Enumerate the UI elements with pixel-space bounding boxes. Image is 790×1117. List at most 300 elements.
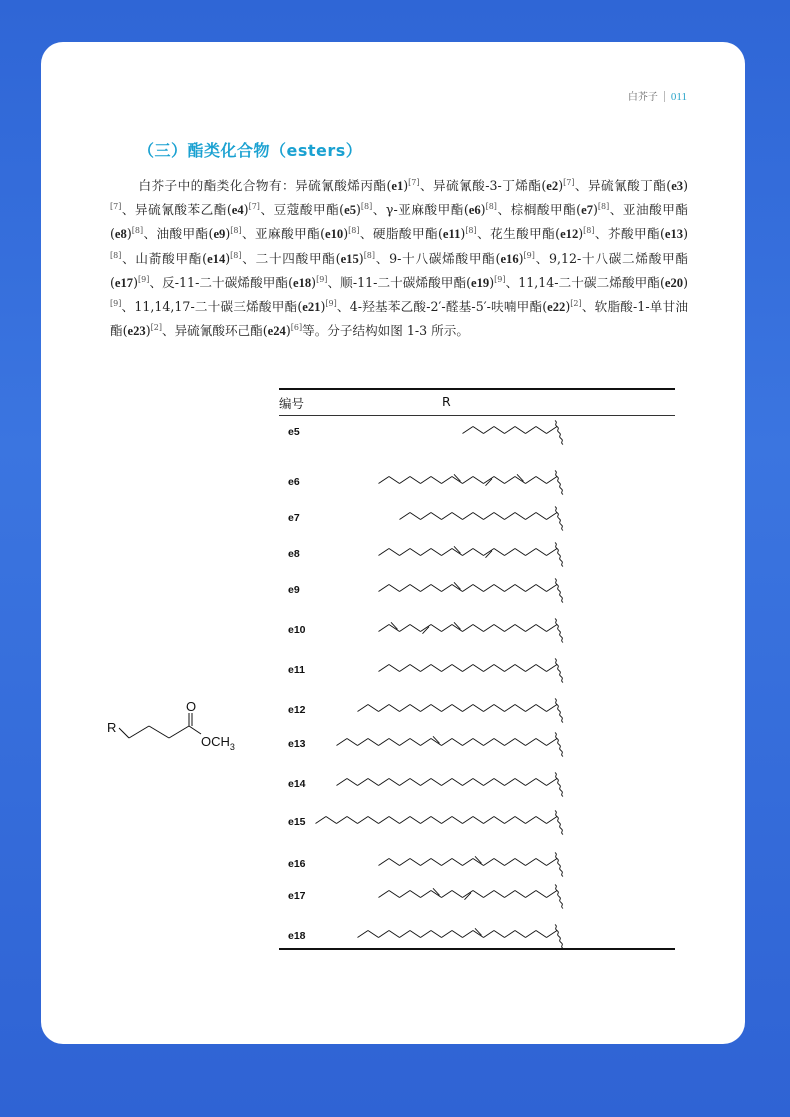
- chain-bond: [463, 585, 474, 592]
- alkyl-chain-e17: [329, 881, 579, 911]
- chain-bond: [431, 779, 442, 786]
- chain-bond: [473, 817, 484, 824]
- text-run: 、异硫氰酸苯乙酯(: [121, 202, 232, 218]
- chain-bond: [442, 549, 453, 556]
- chain-bond: [515, 549, 526, 556]
- text-run: ): [320, 299, 326, 315]
- chain-bond: [505, 891, 516, 898]
- chain-bond: [505, 859, 516, 866]
- chain-bond: [515, 739, 526, 746]
- row-id: e17: [288, 890, 306, 902]
- chain-bond: [515, 817, 526, 824]
- chain-bond: [526, 891, 537, 898]
- attachment-wavy-bond: [555, 421, 563, 445]
- chain-bond: [389, 665, 400, 672]
- chain-bond: [526, 513, 537, 520]
- text-run: 、4-羟基苯乙酸-2′-醛基-5′-呋喃甲酯(: [336, 299, 548, 315]
- chain-bond: [379, 477, 390, 484]
- chain-bond: [400, 513, 411, 520]
- chain-bond: [526, 665, 537, 672]
- compound-id: e14: [207, 251, 226, 266]
- chain-bond: [389, 705, 400, 712]
- chain-bond: [484, 891, 495, 898]
- chain-bond: [515, 931, 526, 938]
- chain-bond: [547, 427, 558, 434]
- text-run: 、9,12-十八碳二烯酸甲酯(: [110, 250, 689, 290]
- text-run: ): [225, 226, 231, 242]
- attachment-wavy-bond: [555, 699, 563, 723]
- chain-bond: [368, 705, 379, 712]
- table-header-r: R: [442, 394, 451, 409]
- compound-id: e13: [664, 227, 684, 242]
- chain-bond: [463, 427, 474, 434]
- chain-bond: [547, 859, 558, 866]
- chain-bond: [494, 477, 505, 484]
- row-id: e16: [288, 858, 306, 870]
- text-run: ): [225, 250, 231, 266]
- chain-bond: [494, 665, 505, 672]
- attachment-wavy-bond: [555, 471, 563, 495]
- chain-bond: [536, 427, 547, 434]
- chain-bond: [431, 817, 442, 824]
- chain-bond: [515, 779, 526, 786]
- chain-bond: [494, 549, 505, 556]
- chain-bond: [379, 739, 390, 746]
- compound-id: e6: [468, 203, 481, 218]
- chain-bond: [494, 931, 505, 938]
- chain-bond: [536, 817, 547, 824]
- citation-ref: [8]: [485, 202, 497, 212]
- chain-bond: [452, 739, 463, 746]
- attachment-wavy-bond: [555, 579, 563, 603]
- text-run: 、异硫氰酸环己酯(: [161, 323, 268, 339]
- chain-bond: [421, 549, 432, 556]
- text-run: 、异硫氰酸丁酯(: [574, 178, 672, 193]
- compound-id: e5: [344, 203, 356, 218]
- chain-bond: [484, 817, 495, 824]
- chain-bond: [547, 891, 558, 898]
- chain-bond: [379, 705, 390, 712]
- chain-bond: [473, 549, 484, 556]
- attachment-wavy-bond: [555, 811, 563, 835]
- chain-bond: [379, 817, 390, 824]
- chain-bond: [505, 817, 516, 824]
- chain-bond: [400, 859, 411, 866]
- chain-bond: [494, 779, 505, 786]
- chain-bond: [410, 549, 421, 556]
- chain-bond: [473, 705, 484, 712]
- carbonyl-oxygen: O: [186, 700, 197, 714]
- chain-bond: [473, 739, 484, 746]
- chain-bond: [442, 931, 453, 938]
- chain-bond: [379, 625, 390, 632]
- text-run: ): [243, 202, 249, 218]
- chain-bond: [421, 705, 432, 712]
- chain-bond: [505, 585, 516, 592]
- row-id: e12: [288, 704, 306, 716]
- row-id: e10: [288, 624, 306, 636]
- chain-bond: [421, 513, 432, 520]
- text-run: ): [593, 202, 598, 218]
- section-title: （三）酯类化合物（esters）: [138, 141, 363, 160]
- alkyl-chain-e15: [329, 807, 579, 837]
- chain-bond: [547, 779, 558, 786]
- row-id: e5: [288, 426, 300, 438]
- chain-bond: [473, 625, 484, 632]
- chain-bond: [389, 931, 400, 938]
- text-run: 、亚麻酸甲酯(: [241, 226, 326, 242]
- chain-bond: [410, 859, 421, 866]
- chain-bond: [379, 779, 390, 786]
- chain-bond: [389, 477, 400, 484]
- citation-ref: [8]: [230, 226, 242, 236]
- chain-bond: [473, 891, 484, 898]
- chain-bond: [547, 739, 558, 746]
- chain-bond: [526, 477, 537, 484]
- chain-bond: [431, 705, 442, 712]
- chain-bond: [536, 477, 547, 484]
- citation-ref: [8]: [360, 202, 373, 212]
- alkyl-chain-e14: [329, 769, 579, 799]
- chain-bond: [463, 859, 474, 866]
- chain-bond: [473, 585, 484, 592]
- chain-bond: [494, 817, 505, 824]
- citation-ref: [8]: [363, 250, 376, 260]
- chain-bond: [442, 891, 453, 898]
- chain-bond: [400, 779, 411, 786]
- text-run: ): [489, 274, 495, 290]
- citation-ref: [9]: [494, 274, 506, 284]
- compound-id: e17: [114, 275, 134, 290]
- table-header-rule: [279, 415, 675, 416]
- chain-bond: [410, 891, 421, 898]
- citation-ref: [9]: [138, 274, 150, 284]
- chain-bond: [442, 817, 453, 824]
- chain-bond: [536, 625, 547, 632]
- chain-bond: [473, 779, 484, 786]
- chain-bond: [494, 513, 505, 520]
- ester-bond: [189, 726, 201, 734]
- page-number: 011: [670, 91, 687, 103]
- chain-bond: [431, 625, 442, 632]
- chain-bond: [452, 665, 463, 672]
- citation-ref: [2]: [150, 323, 162, 333]
- chain-bond: [400, 705, 411, 712]
- compound-id: e21: [302, 300, 321, 315]
- alkyl-chain-e6: [329, 467, 579, 497]
- chain-bond: [410, 585, 421, 592]
- compound-id: e9: [213, 227, 226, 242]
- chain-bond: [505, 931, 516, 938]
- chain-bond: [494, 625, 505, 632]
- page-card: [41, 42, 745, 1044]
- chain-bond: [389, 779, 400, 786]
- row-id: e18: [288, 930, 306, 942]
- chain-bond: [494, 585, 505, 592]
- row-id: e13: [288, 738, 306, 750]
- chain-bond: [337, 779, 348, 786]
- alkyl-chain-e8: [329, 539, 579, 569]
- chain-bond: [526, 779, 537, 786]
- bond: [129, 726, 149, 738]
- chain-bond: [463, 665, 474, 672]
- chain-bond: [547, 477, 558, 484]
- chain-bond: [484, 427, 495, 434]
- citation-ref: [2]: [570, 299, 582, 309]
- chain-bond: [505, 779, 516, 786]
- chain-bond: [526, 705, 537, 712]
- chain-bond: [442, 625, 453, 632]
- chain-bond: [421, 891, 432, 898]
- citation-ref: [7]: [408, 178, 420, 187]
- compound-id: e22: [547, 300, 566, 315]
- chain-bond: [316, 817, 327, 824]
- chain-bond: [463, 739, 474, 746]
- chain-bond: [452, 779, 463, 786]
- chain-bond: [442, 859, 453, 866]
- chain-bond: [368, 817, 379, 824]
- compound-id: e2: [546, 179, 559, 193]
- text-run: 、二十四酸甲酯(: [241, 250, 341, 266]
- citation-ref: [9]: [110, 299, 122, 309]
- chain-bond: [421, 817, 432, 824]
- text-run: ): [460, 226, 466, 242]
- chain-bond: [505, 513, 516, 520]
- header-divider: [664, 91, 665, 102]
- text-run: ): [683, 178, 688, 193]
- citation-ref: [8]: [230, 250, 242, 260]
- chain-bond: [400, 931, 411, 938]
- bond: [169, 726, 189, 738]
- text-run: 、软脂酸-1-单甘油酯(: [110, 299, 688, 339]
- alkyl-chain-e18: [329, 921, 579, 951]
- chain-bond: [358, 739, 369, 746]
- chain-bond: [358, 817, 369, 824]
- text-run: ): [578, 226, 584, 242]
- bond: [149, 726, 169, 738]
- compound-id: e18: [292, 275, 312, 290]
- attachment-wavy-bond: [555, 507, 563, 531]
- chain-bond: [431, 859, 442, 866]
- text-run: 、油酸甲酯(: [143, 226, 214, 242]
- text-run: ): [133, 274, 139, 290]
- compound-id: e11: [442, 227, 461, 242]
- running-header: [628, 88, 687, 103]
- row-id: e14: [288, 778, 306, 790]
- text-run: ): [126, 226, 132, 242]
- chain-bond: [547, 705, 558, 712]
- chain-bond: [505, 549, 516, 556]
- chain-bond: [505, 625, 516, 632]
- chain-bond: [463, 513, 474, 520]
- table-header-id: 编号: [279, 396, 305, 411]
- citation-ref: [7]: [110, 202, 122, 212]
- chain-bond: [463, 549, 474, 556]
- citation-ref: [9]: [523, 250, 535, 260]
- chain-bond: [421, 779, 432, 786]
- chain-bond: [389, 859, 400, 866]
- chain-bond: [431, 513, 442, 520]
- chain-bond: [536, 891, 547, 898]
- text-run: 白芥子中的酯类化合物有：异硫氰酸烯丙酯(: [138, 178, 392, 193]
- chain-bond: [410, 513, 421, 520]
- chain-bond: [421, 585, 432, 592]
- chain-bond: [536, 779, 547, 786]
- text-run: ): [285, 323, 291, 339]
- chain-bond: [547, 585, 558, 592]
- chain-bond: [494, 891, 505, 898]
- chain-bond: [484, 705, 495, 712]
- compound-id: e12: [560, 227, 579, 242]
- compound-id: e23: [127, 324, 146, 339]
- text-run: 等。分子结构如图 1-3 所示。: [302, 323, 469, 339]
- compound-id: e16: [500, 251, 519, 266]
- citation-ref: [8]: [583, 226, 595, 236]
- chain-bond: [526, 549, 537, 556]
- text-run: 、豆蔻酸甲酯(: [259, 202, 345, 218]
- chain-bond: [515, 513, 526, 520]
- chain-bond: [400, 817, 411, 824]
- table-top-rule: [279, 388, 675, 390]
- chain-bond: [358, 931, 369, 938]
- attachment-wavy-bond: [555, 925, 563, 949]
- row-id: e11: [288, 664, 305, 676]
- chain-bond: [389, 817, 400, 824]
- text-run: 、硬脂酸甲酯(: [359, 226, 443, 242]
- alkyl-chain-e16: [329, 849, 579, 879]
- chain-bond: [505, 705, 516, 712]
- chain-bond: [442, 739, 453, 746]
- chain-bond: [484, 513, 495, 520]
- table-bottom-rule: [279, 948, 675, 950]
- chain-bond: [400, 585, 411, 592]
- citation-ref: [8]: [110, 250, 122, 260]
- chain-bond: [526, 625, 537, 632]
- compound-id: e1: [391, 179, 404, 193]
- chain-bond: [410, 931, 421, 938]
- compound-id: e20: [664, 275, 684, 290]
- chain-bond: [484, 779, 495, 786]
- text-run: ): [480, 202, 486, 218]
- attachment-wavy-bond: [555, 543, 563, 567]
- text-run: ): [558, 178, 564, 193]
- attachment-wavy-bond: [555, 659, 563, 683]
- chain-bond: [505, 427, 516, 434]
- chain-bond: [463, 931, 474, 938]
- chain-bond: [536, 549, 547, 556]
- chain-bond: [452, 513, 463, 520]
- row-id: e9: [288, 584, 300, 596]
- alkyl-chain-e13: [329, 729, 579, 759]
- chain-bond: [536, 931, 547, 938]
- chain-bond: [536, 739, 547, 746]
- text-run: ): [565, 299, 571, 315]
- chain-bond: [337, 739, 348, 746]
- chain-bond: [442, 585, 453, 592]
- chain-bond: [484, 665, 495, 672]
- body-paragraph: [110, 174, 688, 343]
- chain-bond: [484, 739, 495, 746]
- alkyl-chain-e9: [329, 575, 579, 605]
- chain-bond: [536, 585, 547, 592]
- chain-bond: [536, 665, 547, 672]
- chain-bond: [536, 705, 547, 712]
- chain-bond: [410, 739, 421, 746]
- chain-bond: [505, 665, 516, 672]
- citation-ref: [8]: [348, 226, 360, 236]
- chain-bond: [515, 859, 526, 866]
- chain-bond: [431, 585, 442, 592]
- chain-bond: [473, 427, 484, 434]
- attachment-wavy-bond: [555, 853, 563, 877]
- row-id: e8: [288, 548, 300, 560]
- chain-bond: [400, 891, 411, 898]
- chain-bond: [421, 931, 432, 938]
- chain-bond: [463, 625, 474, 632]
- chain-bond: [431, 931, 442, 938]
- bond: [119, 728, 129, 738]
- text-run: 、山萮酸甲酯(: [121, 250, 208, 266]
- chain-bond: [463, 705, 474, 712]
- citation-ref: [7]: [563, 178, 575, 187]
- compound-id: e4: [231, 203, 244, 218]
- chain-bond: [547, 625, 558, 632]
- chain-bond: [379, 891, 390, 898]
- chain-bond: [410, 817, 421, 824]
- chain-bond: [452, 891, 463, 898]
- chain-bond: [494, 859, 505, 866]
- citation-ref: [6]: [290, 323, 303, 333]
- text-run: ): [683, 274, 688, 290]
- chain-bond: [473, 665, 484, 672]
- chain-bond: [452, 705, 463, 712]
- chain-bond: [379, 859, 390, 866]
- citation-ref: [9]: [325, 299, 337, 309]
- chain-bond: [515, 585, 526, 592]
- chain-bond: [484, 931, 495, 938]
- chain-bond: [442, 513, 453, 520]
- chain-bond: [473, 477, 484, 484]
- chain-bond: [547, 513, 558, 520]
- chain-bond: [421, 665, 432, 672]
- chain-bond: [421, 739, 432, 746]
- chain-bond: [494, 427, 505, 434]
- chain-bond: [505, 739, 516, 746]
- chain-bond: [442, 779, 453, 786]
- chain-bond: [400, 625, 411, 632]
- compound-id: e3: [671, 179, 684, 193]
- citation-ref: [9]: [316, 274, 328, 284]
- text-run: 、11,14-二十碳二烯酸甲酯(: [505, 274, 665, 290]
- chain-bond: [494, 705, 505, 712]
- text-run: ): [403, 178, 409, 193]
- text-run: ): [145, 323, 151, 339]
- text-run: ): [683, 226, 689, 242]
- chain-bond: [400, 549, 411, 556]
- text-run: ): [518, 250, 524, 266]
- chain-bond: [347, 779, 358, 786]
- text-run: ): [356, 202, 361, 218]
- chain-bond: [368, 931, 379, 938]
- chain-bond: [526, 585, 537, 592]
- text-run: 、9-十八碳烯酸甲酯(: [375, 250, 501, 266]
- chain-bond: [442, 665, 453, 672]
- structure-table: [279, 388, 675, 950]
- chain-bond: [515, 625, 526, 632]
- text-run: 、棕榈酸甲酯(: [496, 202, 582, 218]
- chain-bond: [442, 477, 453, 484]
- compound-id: e10: [325, 227, 344, 242]
